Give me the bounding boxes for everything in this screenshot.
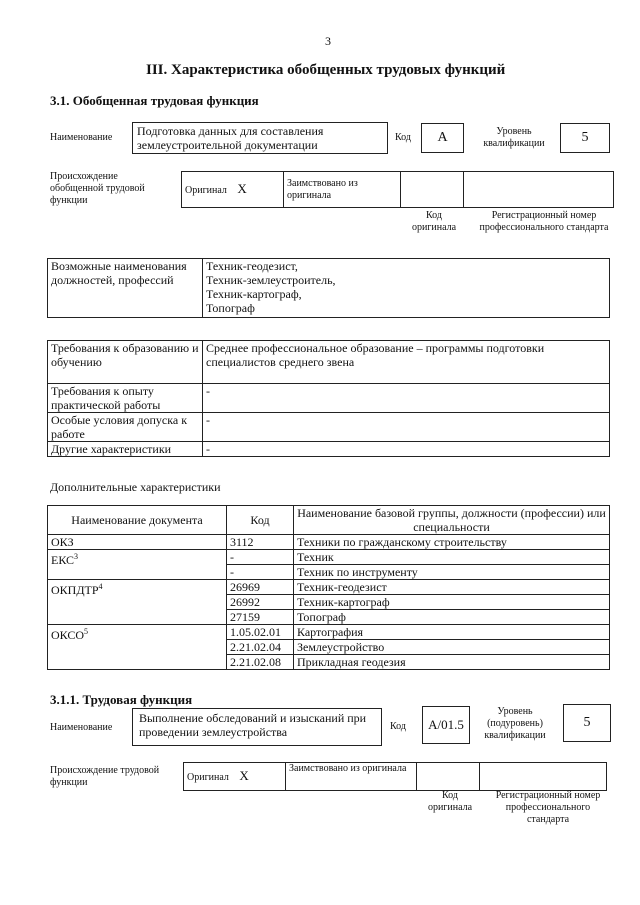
gtf-origin-table — [181, 171, 614, 208]
name-cell: Техники по гражданскому строительству — [294, 535, 610, 550]
code-cell: 2.21.02.08 — [227, 655, 294, 670]
name-cell: Техник-картограф — [294, 595, 610, 610]
extra-table — [47, 505, 610, 670]
tf-origin-table — [183, 762, 607, 791]
page-number: 3 — [325, 34, 331, 48]
positions-table — [47, 258, 610, 318]
col-header-doc: Наименование документа — [48, 506, 227, 535]
tf-original-cell — [184, 763, 286, 791]
tf-borrowed-label: Заимствовано из оригинала — [289, 763, 407, 774]
tf-code-original-cell — [417, 763, 480, 791]
gtf-name-value: Подготовка данных для составления землеустроительной документации — [137, 124, 324, 152]
gtf-code-box — [421, 123, 464, 153]
doc-eks — [48, 550, 227, 580]
doc-okpdtr-footnote: 4 — [98, 582, 103, 591]
name-cell: Техник-геодезист — [294, 580, 610, 595]
gtf-reg-number-cell — [464, 172, 614, 208]
positions-label: Возможные наименования должностей, профессий — [48, 259, 203, 318]
doc-okso-text: ОКСО — [51, 628, 85, 642]
req-value: Среднее профессиональное образование – программы подготовки специалистов среднего звена — [203, 341, 610, 384]
tf-level-label: Уровень (подуровень) квалификации — [484, 706, 546, 741]
gtf-code-original-caption: Код оригинала — [411, 210, 457, 233]
gtf-heading: 3.1. Обобщенная трудовая функция — [50, 93, 259, 108]
tf-borrowed-cell — [286, 763, 417, 791]
doc-eks-footnote: 3 — [74, 552, 79, 561]
tf-level-value: 5 — [583, 715, 591, 730]
col-header-code: Код — [227, 506, 294, 535]
gtf-name-box — [132, 122, 388, 154]
position-item: Топограф — [206, 301, 255, 315]
tf-original-mark: X — [239, 767, 249, 783]
gtf-original-mark: X — [237, 180, 247, 196]
gtf-borrowed-label: Заимствовано из оригинала — [287, 178, 358, 201]
gtf-level-value: 5 — [581, 130, 589, 145]
code-cell: 3112 — [227, 535, 294, 550]
gtf-level-box — [560, 123, 610, 153]
code-cell: 26969 — [227, 580, 294, 595]
position-item: Техник-землеустроитель, — [206, 273, 336, 287]
tf-reg-number-cell — [480, 763, 607, 791]
tf-original-label: Оригинал — [187, 771, 229, 783]
gtf-code-original-cell — [401, 172, 464, 208]
tf-name-box — [132, 708, 382, 746]
gtf-level-label: Уровень квалификации — [483, 126, 545, 149]
gtf-origin-label: Происхождение обобщенной трудовой функции — [50, 171, 145, 206]
gtf-borrowed-cell — [284, 172, 401, 208]
req-label: Требования к опыту практической работы — [48, 384, 203, 413]
req-label: Другие характеристики — [48, 442, 203, 457]
gtf-code-value: А — [437, 130, 448, 145]
tf-code-value: A/01.5 — [428, 717, 464, 732]
doc-okso — [48, 625, 227, 670]
gtf-name-label: Наименование — [50, 132, 113, 143]
name-cell: Топограф — [294, 610, 610, 625]
positions-values — [203, 259, 610, 318]
gtf-original-label: Оригинал — [185, 184, 227, 196]
code-cell: 2.21.02.04 — [227, 640, 294, 655]
position-item: Техник-картограф, — [206, 287, 302, 301]
extra-heading: Дополнительные характеристики — [50, 480, 221, 494]
section-title: III. Характеристика обобщенных трудовых функций — [146, 62, 506, 78]
name-cell: Землеустройство — [294, 640, 610, 655]
name-cell: Техник — [294, 550, 610, 565]
tf-origin-label: Происхождение трудовой функции — [50, 765, 160, 788]
tf-code-original-caption: Код оригинала — [427, 790, 473, 813]
gtf-original-cell — [182, 172, 284, 208]
code-cell: 1.05.02.01 — [227, 625, 294, 640]
gtf-reg-number-caption: Регистрационный номер профессионального стандарта — [479, 210, 609, 233]
req-label: Особые условия допуска к работе — [48, 413, 203, 442]
doc-okso-footnote: 5 — [84, 627, 89, 636]
doc-okz: ОКЗ — [48, 535, 227, 550]
code-cell: - — [227, 565, 294, 580]
name-cell: Техник по инструменту — [294, 565, 610, 580]
tf-code-label: Код — [390, 721, 406, 732]
doc-eks-text: ЕКС — [51, 553, 75, 567]
req-value: - — [203, 384, 610, 413]
req-label: Требования к образованию и обучению — [48, 341, 203, 384]
code-cell: 27159 — [227, 610, 294, 625]
doc-okpdtr — [48, 580, 227, 625]
tf-name-value: Выполнение обследований и изысканий при проведении землеустройства — [139, 711, 367, 739]
tf-reg-number-caption: Регистрационный номер профессионального стандарта — [495, 790, 601, 825]
req-value: - — [203, 442, 610, 457]
doc-okpdtr-text: ОКПДТР — [51, 583, 99, 597]
code-cell: - — [227, 550, 294, 565]
tf-heading: 3.1.1. Трудовая функция — [50, 692, 193, 707]
tf-code-box — [422, 706, 470, 744]
requirements-table — [47, 340, 610, 457]
code-cell: 26992 — [227, 595, 294, 610]
tf-name-label: Наименование — [50, 722, 113, 733]
position-item: Техник-геодезист, — [206, 259, 298, 273]
name-cell: Картография — [294, 625, 610, 640]
req-value: - — [203, 413, 610, 442]
gtf-code-label: Код — [395, 132, 411, 143]
tf-level-box — [563, 704, 611, 742]
col-header-name: Наименование базовой группы, должности (профессии) или специальности — [294, 506, 610, 535]
name-cell: Прикладная геодезия — [294, 655, 610, 670]
